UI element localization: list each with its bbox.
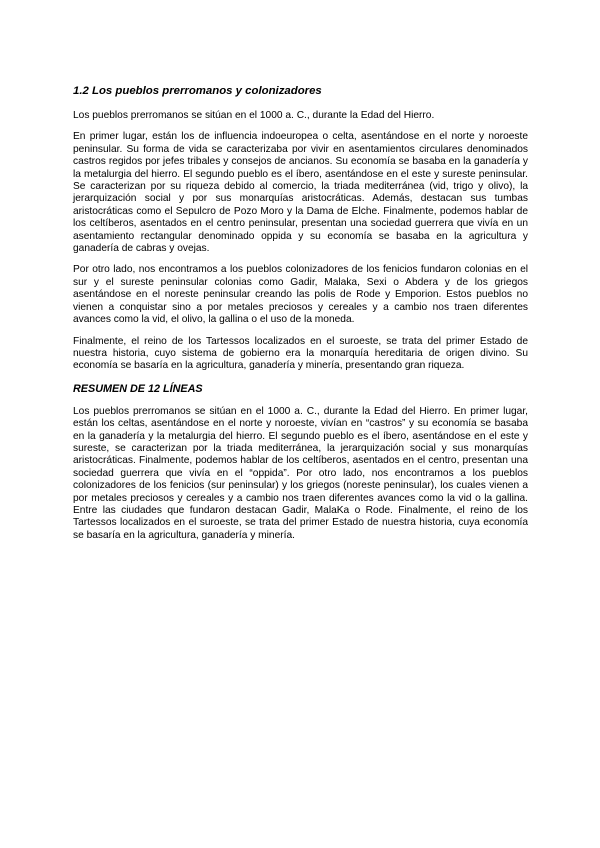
document-page	[73, 84, 528, 551]
section-title: 1.2 Los pueblos prerromanos y colonizadores	[73, 85, 322, 97]
summary-title: RESUMEN DE 12 LÍNEAS	[73, 382, 203, 395]
tartessos-paragraph: Finalmente, el reino de los Tartessos localizados en el suroeste, se trata del primer Estado de nuestra historia, cuyo sistema de gobierno era la monarquía hereditaria de origen divino. Su economía se basaría en la agricultura, ganadería y minería, presentando gran riqueza.	[73, 335, 528, 372]
intro-paragraph: Los pueblos prerromanos se sitúan en el 1000 a. C., durante la Edad del Hierro.	[73, 110, 435, 121]
summary-paragraph: Los pueblos prerromanos se sitúan en el 1000 a. C., durante la Edad del Hierro. En primer lugar, están los celtas, asentándose en el norte y noroeste, vivían en “castros” y su economía se basaba en la ganadería y la metalurgia del hierro. El segundo pueblo es el íbero, asentándose en el este y sureste, se caracterizan por la triada mediterránea, la jerarquización social y sus monarquías aristocráticas. Finalmente, podemos hablar de los celtíberos, asentados en el centro, presentan una sociedad guerrera que vivía en el “oppida”. Por otro lado, nos encontramos a los pueblos colonizadores de los fenicios (sur peninsular) y los griegos (noreste peninsular), los cuales vienen a por metales preciosos y cereales y a cambio nos traen diferentes avances como la vid o la gallina. Entre las ciudades que fundaron destacan Gadir, MalaKa o Rode. Finalmente, el reino de los Tartessos localizados en el suroeste, se trata del primer Estado de nuestra historia, cuya economía se basaría en la agricultura, ganadería y minería.	[73, 405, 528, 541]
colonizers-paragraph: Por otro lado, nos encontramos a los pueblos colonizadores de los fenicios fundaron colonias en el sur y el sureste peninsular colonias como Gadir, Malaka, Sexi o Abdera y de los griegos asentándose en el noreste peninsular creando las polis de Rode y Emporion. Estos pueblos no vienen a conquistar sino a por metales preciosos y cereales y a cambio nos traen diferentes avances como la vid, el olivo, la gallina o el uso de la moneda.	[73, 264, 528, 326]
indoeuropean-iberian-paragraph: En primer lugar, están los de influencia indoeuropea o celta, asentándose en el norte y noroeste peninsular. Su forma de vida se caracterizaba por vivir en asentamientos circulares denominados castros regidos por jefes tribales y consejos de ancianos. Su economía se basaba en la ganadería y la metalurgia del hierro. El segundo pueblo es el íbero, asentándose en el este y sureste peninsular. Se caracterizan por su riqueza debido al comercio, la triada mediterránea (vid, trigo y olivo), la jerarquización social y por sus monarquías aristocráticas. Además, destacan sus tumbas aristocráticas como el Sepulcro de Pozo Moro y la Dama de Elche. Finalmente, podemos hablar de los celtíberos, asentados en el centro peninsular, presentan una sociedad guerrera que vivía en un asentamiento rectangular denominado oppida y su economía se basaba en la agricultura y ganadería de cabras y ovejas.	[73, 131, 528, 255]
